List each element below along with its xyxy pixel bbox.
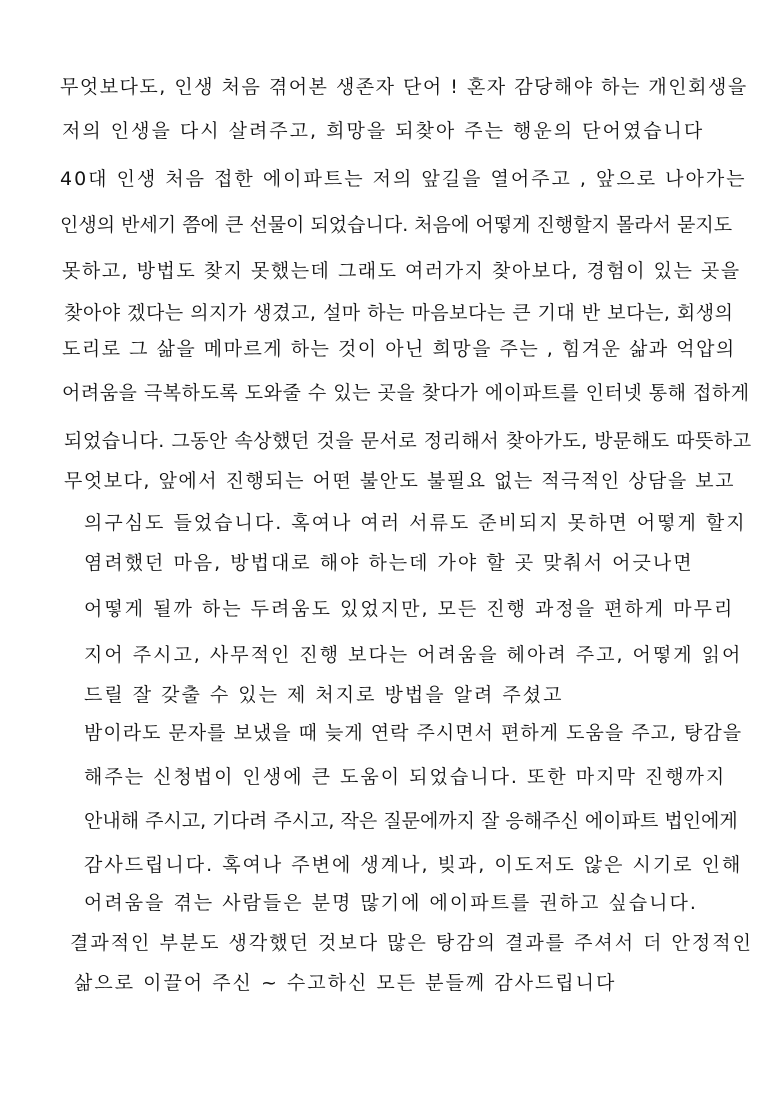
letter-line-3: 40대 인생 처음 접한 에이파트는 저의 앞길을 열어주고 , 앞으로 나아가는 <box>60 168 747 190</box>
letter-line-14: 지어 주시고, 사무적인 진행 보다는 어려움을 헤아려 주고, 어떻게 읽어 <box>84 644 743 666</box>
letter-line-16: 밤이라도 문자를 보냈을 때 늦게 연락 주시면서 편하게 도움을 주고, 탕감을 <box>84 722 743 744</box>
letter-line-12: 염려했던 마음, 방법대로 해야 하는데 가야 할 곳 맞춰서 어긋나면 <box>84 552 694 574</box>
letter-line-8: 어려움을 극복하도록 도와줄 수 있는 곳을 찾다가 에이파트를 인터넷 통해 접하게 <box>62 382 750 404</box>
letter-line-7: 도리로 그 삶을 메마르게 하는 것이 아닌 희망을 주는 , 힘겨운 삶과 억압의 <box>62 338 736 360</box>
letter-line-15: 드릴 잘 갖출 수 있는 제 처지로 방법을 알려 주셨고 <box>84 684 564 706</box>
letter-line-19: 감사드립니다. 혹여나 주변에 생계나, 빚과, 이도저도 않은 시기로 인해 <box>84 854 743 876</box>
letter-line-10: 무엇보다, 앞에서 진행되는 어떤 불안도 불필요 없는 적극적인 상담을 보고 <box>64 470 736 492</box>
letter-line-17: 해주는 신청법이 인생에 큰 도움이 되었습니다. 또한 마지막 진행까지 <box>84 766 727 788</box>
letter-line-18: 안내해 주시고, 기다려 주시고, 작은 질문에까지 잘 응해주신 에이파트 법인에게 <box>84 810 738 832</box>
letter-line-11: 의구심도 들었습니다. 혹여나 여러 서류도 준비되지 못하면 어떻게 할지 <box>84 512 747 534</box>
letter-line-22: 삶으로 이끌어 주신 ~ 수고하신 모든 분들께 감사드립니다 <box>74 972 617 994</box>
letter-line-5: 못하고, 방법도 찾지 못했는데 그래도 여러가지 찾아보다, 경험이 있는 곳을 <box>62 260 741 282</box>
letter-line-1: 무엇보다도, 인생 처음 겪어본 생존자 단어 ! 혼자 감당해야 하는 개인회생을 <box>60 76 748 98</box>
letter-line-9: 되었습니다. 그동안 속상했던 것을 문서로 정리해서 찾아가도, 방문해도 따뜻하고 <box>64 430 752 452</box>
letter-line-2: 저의 인생을 다시 살려주고, 희망을 되찾아 주는 행운의 단어였습니다 <box>62 120 705 142</box>
letter-line-13: 어떻게 될까 하는 두려움도 있었지만, 모든 진행 과정을 편하게 마무리 <box>84 598 735 620</box>
letter-line-20: 어려움을 겪는 사람들은 분명 많기에 에이파트를 권하고 싶습니다. <box>84 892 698 914</box>
letter-line-21: 결과적인 부분도 생각했던 것보다 많은 탕감의 결과를 주셔서 더 안정적인 <box>70 932 753 954</box>
letter-line-4: 인생의 반세기 쯤에 큰 선물이 되었습니다. 처음에 어떻게 진행할지 몰라서 묻지도 <box>60 214 733 236</box>
letter-line-6: 찾아야 겠다는 의지가 생겼고, 설마 하는 마음보다는 큰 기대 반 보다는, 회생의 <box>64 302 734 324</box>
